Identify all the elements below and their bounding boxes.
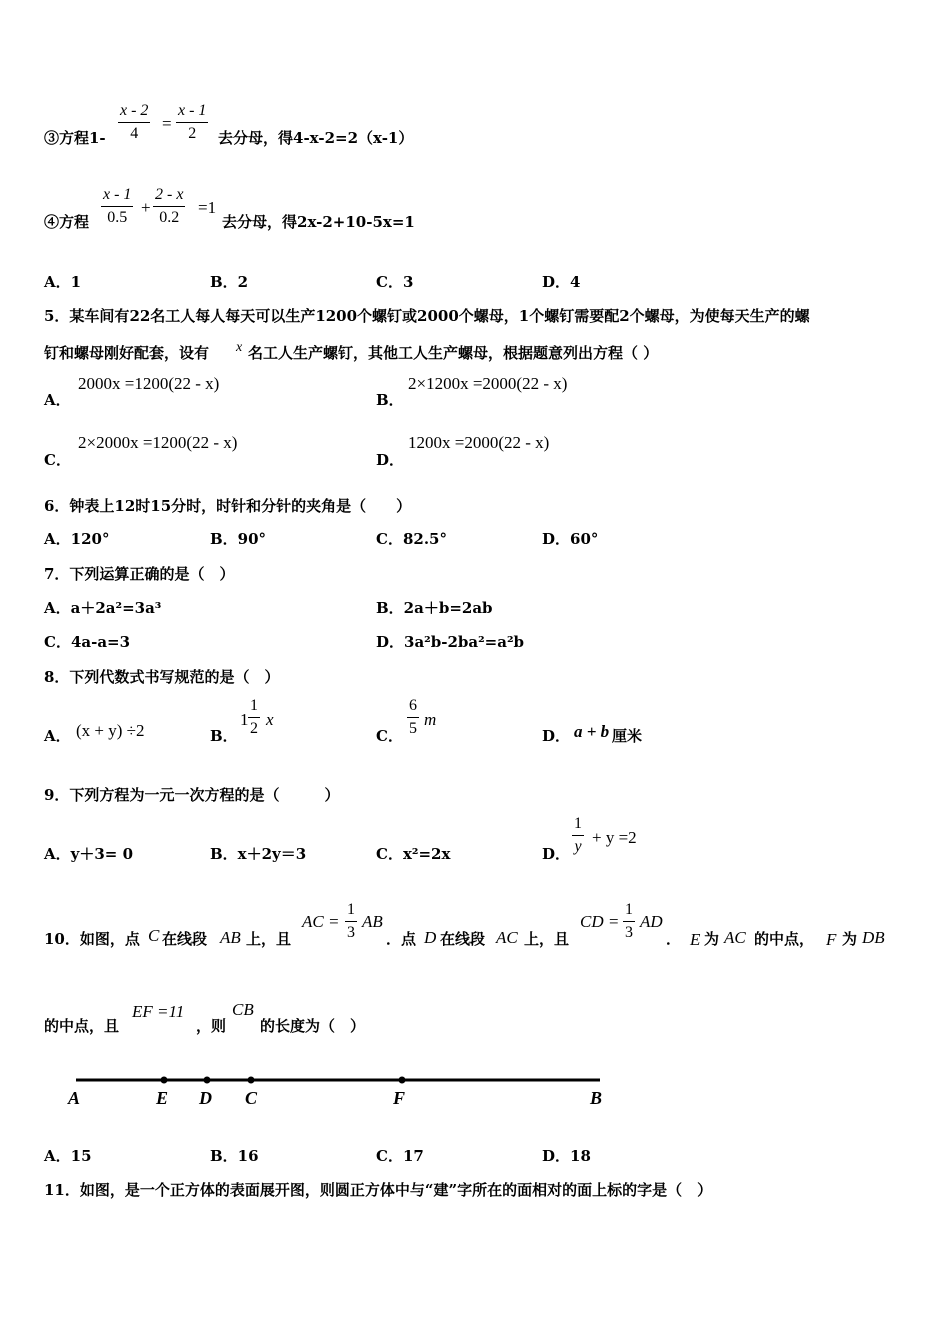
q5-var: x [236,340,243,355]
item4-n2: 2 - x [153,186,185,207]
q9-d-den: y [574,838,582,855]
q9-option-b: B．x＋2y＝3 [210,845,307,863]
item3-eq: = [162,114,172,133]
q10-t4: ．点 [386,930,417,948]
q9-option-a: A．y＋3= 0 [44,845,134,863]
item4-suffix: 去分母，得2x-2+10-5x=1 [222,213,415,231]
q10-l2a: 的中点，且 [44,1017,120,1035]
q10-D: D [424,928,437,947]
q5-option-c-expr: 2×2000x =1200(22 - x) [78,433,238,452]
q8-option-a-expr: (x + y) ÷2 [76,721,145,740]
q7-option-b: B．2a＋b=2ab [376,599,493,617]
q9-option-d-label: D． [542,845,571,863]
item3-d1: 4 [130,125,139,142]
q10-t7: ． [666,930,682,948]
item3-suffix: 去分母，得4-x-2=2（x-1） [218,129,414,147]
q10-l2c: 的长度为（ ） [260,1017,366,1035]
q6-option-d: D．60° [542,530,599,548]
point-A-label: A [68,1088,81,1108]
q10-AC: AC [496,928,518,947]
q8-option-b-var: x [266,710,274,729]
q6-option-c: C．82.5° [376,530,447,548]
q4-option-b: B．2 [210,273,249,291]
point-B-label: B [590,1088,603,1108]
q5-option-b-label: B． [376,391,404,409]
q10-t6: 上，且 [524,930,570,948]
q10-f1n: 1 [345,901,357,922]
q7-option-a: A．a＋2a²=3a³ [44,599,162,617]
q10-t8: 为 [704,930,720,948]
q10-frac2 [623,901,635,942]
q9-stem: 9．下列方程为一元一次方程的是（ ） [44,786,340,804]
q4-option-a: A．1 [44,273,82,291]
q8-option-b-label: B． [210,727,238,745]
item3-prefix: ③方程1- [44,129,106,147]
q10-CD-eq: CD = [580,912,620,931]
q8-option-b-frac [248,697,260,738]
q10-option-b: B．16 [210,1147,259,1165]
q8-option-c-var: m [424,710,437,729]
q9-option-d-rest: + y =2 [592,828,637,847]
q8-b-den: 2 [250,720,258,737]
q8-option-d-expr: a + b [574,722,610,741]
item3-n1: x - 2 [118,102,150,123]
item3-frac2 [176,102,208,143]
q6-stem: 6．钟表上12时15分时，时针和分针的夹角是（ ） [44,497,412,515]
item3-frac1 [118,102,150,143]
q6-option-b: B．90° [210,530,267,548]
q8-c-num: 6 [407,697,419,718]
q5-option-c-label: C． [44,451,71,469]
q10-DB: DB [862,928,885,947]
q10-CB: CB [232,1000,254,1019]
item4-prefix: ④方程 [44,213,90,231]
q11-stem: 11．如图，是一个正方体的表面展开图，则圆正方体中与“建”字所在的面相对的面上标的字是（ ） [44,1181,713,1199]
q8-c-den: 5 [409,720,417,737]
q10-frac1 [345,901,357,942]
q5-option-a-label: A． [44,391,71,409]
item4-plus: + [141,198,151,217]
q10-F: F [826,930,837,949]
item4-eq: =1 [198,198,217,217]
q7-option-c: C．4a-a=3 [44,633,131,651]
item4-d1: 0.5 [107,209,128,226]
q5-option-a-expr: 2000x =1200(22 - x) [78,374,220,393]
point-C-dot [248,1077,255,1084]
q8-option-c-label: C． [376,727,403,745]
q9-option-d-frac [572,815,584,856]
item4-d2: 0.2 [159,209,180,226]
q5-option-d-label: D． [376,451,405,469]
q5-stem-line2a: 钉和螺母刚好配套，设有 [44,344,210,362]
q10-AB2: AB [362,912,383,931]
q5-stem-line1: 5．某车间有22名工人每人每天可以生产1200个螺钉或2000个螺母，1个螺钉需要配2个螺母，为使每天生产的螺 [44,307,810,325]
q10-l2b: ，则 [196,1017,227,1035]
q8-option-a-label: A． [44,727,71,745]
q10-t5: 在线段 [440,930,486,948]
q7-option-d: D．3a²b-2ba²=a²b [376,633,525,651]
point-F-label: F [393,1088,406,1108]
point-F-dot [399,1077,406,1084]
q10-f2n: 1 [623,901,635,922]
point-E-dot [161,1077,168,1084]
q5-option-d-expr: 1200x =2000(22 - x) [408,433,550,452]
q8-option-d-label: D． [542,727,571,745]
point-E-label: E [156,1088,169,1108]
item4-frac2 [153,186,185,227]
q10-AC-eq: AC = [302,912,340,931]
q10-EF: EF =11 [132,1002,185,1021]
q8-stem: 8．下列代数式书写规范的是（ ） [44,668,280,686]
q10-E: E [690,930,701,949]
q4-option-d: D．4 [542,273,581,291]
q9-d-num: 1 [572,815,584,836]
q10-option-a: A．15 [44,1147,92,1165]
item4-frac1 [101,186,133,227]
q7-stem: 7．下列运算正确的是（ ） [44,565,235,583]
q10-AD: AD [640,912,663,931]
q10-AC2: AC [724,928,746,947]
q8-option-b-whole: 1 [240,710,249,729]
item3-d2: 2 [188,125,197,142]
q10-t2: 在线段 [162,930,208,948]
q4-option-c: C．3 [376,273,414,291]
point-D-dot [204,1077,211,1084]
q10-t10: 为 [842,930,858,948]
q10-AB: AB [220,928,241,947]
point-D-label: D [199,1088,212,1108]
q10-C: C [148,926,160,945]
q10-t1: 10．如图，点 [44,930,140,948]
q5-option-b-expr: 2×1200x =2000(22 - x) [408,374,568,393]
q5-stem-line2b: 名工人生产螺钉，其他工人生产螺母，根据题意列出方程（ ） [248,344,659,362]
q10-option-d: D．18 [542,1147,591,1165]
q8-option-c-frac [407,697,419,738]
q10-t9: 的中点， [754,930,815,948]
item4-n1: x - 1 [101,186,133,207]
q9-option-c: C．x²=2x [376,845,451,863]
q10-segment-figure [60,1068,620,1118]
q8-b-num: 1 [248,697,260,718]
q8-option-d-unit: 厘米 [612,727,643,745]
q10-f1d: 3 [347,924,355,941]
point-C-label: C [245,1088,258,1108]
q6-option-a: A．120° [44,530,110,548]
q10-t3: 上，且 [246,930,292,948]
item3-n2: x - 1 [176,102,208,123]
q10-f2d: 3 [625,924,633,941]
q10-option-c: C．17 [376,1147,424,1165]
